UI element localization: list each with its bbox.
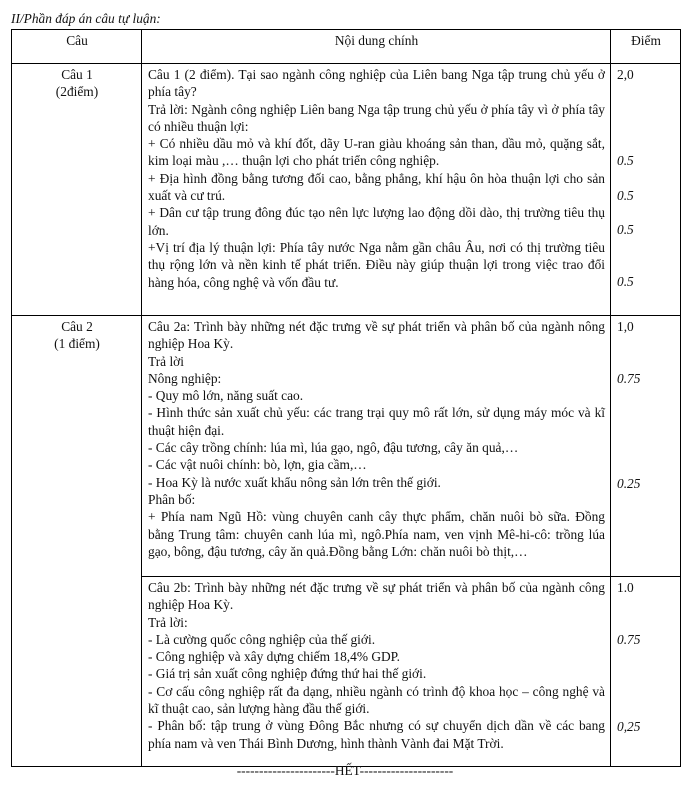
q2b-line: - Phân bố: tập trung ở vùng Đông Bắc nhưng có sự chuyển dịch dần về các bang phía nam và ven Thái Bình Dương, hình thành Vành đai Mặt Trời. xyxy=(148,718,605,751)
q2b-line: Trả lời: xyxy=(148,614,188,630)
table-row-q2a xyxy=(12,316,681,577)
q1-diem-cell xyxy=(611,64,681,316)
q1-score: 0.5 xyxy=(617,187,634,203)
q2a-line: Câu 2a: Trình bày những nét đặc trưng về sự phát triển và phân bố của ngành nông nghiệp Hoa Kỳ. xyxy=(148,319,605,352)
table-header-row xyxy=(12,30,681,64)
q1-score: 0.5 xyxy=(617,153,634,169)
q1-score: 0.5 xyxy=(617,274,634,290)
q2b-line: - Giá trị sản xuất công nghiệp đứng thứ hai thế giới. xyxy=(148,666,427,682)
q1-score-total: 2,0 xyxy=(617,67,634,82)
header-diem: Điểm xyxy=(611,30,681,64)
end-marker: ----------------------HẾT--------------------- xyxy=(236,763,454,778)
q2a-score-total: 1,0 xyxy=(617,319,634,334)
q1-line: +Vị trí địa lý thuận lợi: Phía tây nước Nga nằm gần châu Âu, nơi có thị trường tiêu thụ rộng lớn và nền kinh tế phát triển. Điều này giúp thuận lợi trong việc trao đổi hàng hóa, công nghệ và vốn đầu tư. xyxy=(148,239,605,290)
table-row-q1 xyxy=(12,64,681,316)
q2a-line: Phân bố: xyxy=(148,491,196,507)
q2a-score: 0.25 xyxy=(617,475,641,491)
q2a-line: + Phía nam Ngũ Hồ: vùng chuyên canh cây thực phẩm, chăn nuôi bò sữa. Đồng bằng Trung tâm: chuyên canh lúa mì, ngô.Phía nam, ven vịnh Mê-hi-cô: trồng lúa gạo, bông, đậu tương, cây ăn quả.Đồng bằng Lớn: chăn nuôi bò thịt,… xyxy=(148,509,605,559)
q2b-score-total: 1.0 xyxy=(617,580,634,595)
q2-label: Câu 2 xyxy=(61,319,93,334)
q2b-score: 0,25 xyxy=(617,718,641,734)
q1-score: 0.5 xyxy=(617,221,634,237)
q2a-diem-cell xyxy=(611,316,681,577)
q1-line: + Có nhiều dầu mỏ và khí đốt, dãy U-ran giàu khoáng sản than, dầu mỏ, quặng sắt, kim loại màu ,… thuận lợi cho phát triển công nghiệp. xyxy=(148,136,605,169)
q2-points: (1 điểm) xyxy=(54,336,100,352)
q1-cau-cell xyxy=(12,64,142,316)
q1-label: Câu 1 xyxy=(61,67,93,82)
q2b-diem-cell xyxy=(611,577,681,767)
q2b-line: - Công nghiệp và xây dựng chiếm 18,4% GDP. xyxy=(148,649,400,665)
q2a-line: - Các cây trồng chính: lúa mì, lúa gạo, ngô, đậu tương, cây ăn quả,… xyxy=(148,440,519,456)
answer-table xyxy=(11,29,681,767)
q1-line: + Dân cư tập trung đông đúc tạo nên lực lượng lao động dồi dào, thị trường tiêu thụ lớn. xyxy=(148,205,605,238)
q1-line: + Địa hình đồng bằng tương đối cao, bằng phẳng, khí hậu ôn hòa thuận lợi cho sản xuất và cư trú. xyxy=(148,170,605,204)
q1-content-cell xyxy=(142,64,611,316)
q2b-content-cell xyxy=(142,577,611,767)
q2b-score: 0.75 xyxy=(617,632,641,648)
q2a-score: 0.75 xyxy=(617,371,641,387)
q2b-line: - Cơ cấu công nghiệp rất đa dạng, nhiều ngành có trình độ khoa học – công nghệ và kĩ thuật cao, sản lượng hàng đầu thế giới. xyxy=(148,683,605,717)
q2b-line: - Là cường quốc công nghiệp của thế giới. xyxy=(148,631,376,647)
q1-points: (2điểm) xyxy=(55,84,99,100)
header-content: Nội dung chính xyxy=(142,30,611,64)
q2a-line: - Các vật nuôi chính: bò, lợn, gia cầm,… xyxy=(148,457,367,473)
header-cau: Câu xyxy=(12,30,142,64)
q2-cau-cell xyxy=(12,316,142,767)
q2b-line: Câu 2b: Trình bày những nét đặc trưng về sự phát triển và phân bố của ngành công nghiệp Hoa Kỳ. xyxy=(148,580,605,613)
q2a-line: - Quy mô lớn, năng suất cao. xyxy=(148,388,304,404)
section-heading: II/Phần đáp án câu tự luận: xyxy=(11,11,161,26)
q2a-line: Nông nghiệp: xyxy=(148,370,222,386)
q2a-line: Trả lời xyxy=(148,353,184,369)
q2a-content-cell xyxy=(142,316,611,577)
q2a-line: - Hoa Kỳ là nước xuất khẩu nông sản lớn trên thế giới. xyxy=(148,474,441,490)
q1-line: Câu 1 (2 điểm). Tại sao ngành công nghiệp của Liên bang Nga tập trung chủ yếu ở phía tây? xyxy=(148,67,605,100)
q1-line: Trả lời: Ngành công nghiệp Liên bang Nga tập trung chủ yếu ở phía tây vì ở phía tây có nhiều thuận lợi: xyxy=(148,101,605,134)
q2a-line: - Hình thức sản xuất chủ yếu: các trang trại quy mô rất lớn, sử dụng máy móc và kĩ thuật hiện đại. xyxy=(148,405,605,438)
